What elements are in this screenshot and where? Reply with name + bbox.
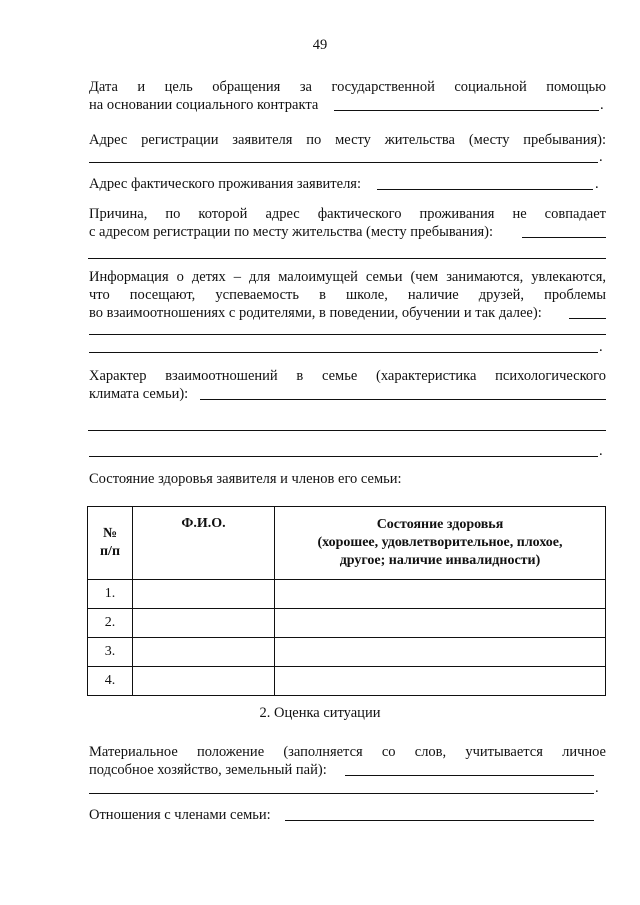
period: .: [599, 149, 603, 165]
relations-label-line1: Характер взаимоотношений в семье (характеристика психологического: [89, 368, 606, 384]
children-info-label-line3: во взаимоотношениях с родителями, в поведении, обучении и так далее):: [89, 305, 542, 321]
table-row: [88, 667, 606, 696]
period: .: [599, 339, 603, 355]
table-row: [88, 609, 606, 638]
children-info-input[interactable]: [89, 352, 598, 353]
reason-input[interactable]: [522, 237, 606, 238]
relations-label-line2: климата семьи):: [89, 386, 189, 402]
contract-date-input[interactable]: [334, 110, 599, 111]
row-number: 4.: [88, 667, 133, 696]
section-heading: 2. Оценка ситуации: [259, 705, 381, 721]
health-cell[interactable]: [275, 609, 606, 638]
relations-input[interactable]: [88, 430, 606, 431]
row-number: 2.: [88, 609, 133, 638]
health-title: Состояние здоровья заявителя и членов его семьи:: [89, 471, 402, 487]
reg-address-input[interactable]: [89, 162, 598, 163]
table-row: [88, 580, 606, 609]
reason-label-line1: Причина, по которой адрес фактического проживания не совпадает: [89, 206, 606, 222]
children-info-input[interactable]: [569, 318, 606, 319]
separator-line: [88, 258, 606, 259]
relations-input[interactable]: [89, 456, 598, 457]
col-number-header: № п/п: [88, 507, 133, 580]
table-row: [88, 638, 606, 667]
period: .: [600, 97, 604, 113]
family-relations-input[interactable]: [285, 820, 594, 821]
col-name-header: Ф.И.О.: [133, 507, 275, 580]
name-cell[interactable]: [133, 609, 275, 638]
material-label-line2: подсобное хозяйство, земельный пай):: [89, 762, 327, 778]
name-cell[interactable]: [133, 580, 275, 609]
children-info-input[interactable]: [89, 334, 606, 335]
family-relations-label: Отношения с членами семьи:: [89, 807, 271, 823]
reg-address-label: Адрес регистрации заявителя по месту жительства (месту пребывания):: [89, 132, 606, 148]
page-number: 49: [312, 37, 328, 53]
children-info-label-line2: что посещают, успеваемость в школе, наличие друзей, проблемы: [89, 287, 606, 303]
row-number: 1.: [88, 580, 133, 609]
name-cell[interactable]: [133, 667, 275, 696]
material-input[interactable]: [345, 775, 594, 776]
name-cell[interactable]: [133, 638, 275, 667]
contract-date-label-line2: на основании социального контракта: [89, 97, 319, 113]
reason-label-line2: с адресом регистрации по месту жительства (месту пребывания):: [89, 224, 493, 240]
material-input[interactable]: [89, 793, 594, 794]
row-number: 3.: [88, 638, 133, 667]
children-info-label-line1: Информация о детях – для малоимущей семьи (чем занимаются, увлекаются,: [89, 269, 606, 285]
col-health-header: Состояние здоровья (хорошее, удовлетворительное, плохое, другое; наличие инвалидности): [275, 507, 606, 580]
health-table-header: [88, 507, 606, 580]
period: .: [595, 780, 599, 796]
health-cell[interactable]: [275, 638, 606, 667]
health-cell[interactable]: [275, 580, 606, 609]
period: .: [599, 443, 603, 459]
material-label-line1: Материальное положение (заполняется со слов, учитывается личное: [89, 744, 606, 760]
contract-date-label-line1: Дата и цель обращения за государственной социальной помощью: [89, 79, 606, 95]
health-cell[interactable]: [275, 667, 606, 696]
fact-address-label: Адрес фактического проживания заявителя:: [89, 176, 362, 192]
relations-input[interactable]: [200, 399, 606, 400]
period: .: [595, 176, 599, 192]
fact-address-input[interactable]: [377, 189, 593, 190]
health-table: [87, 506, 606, 696]
